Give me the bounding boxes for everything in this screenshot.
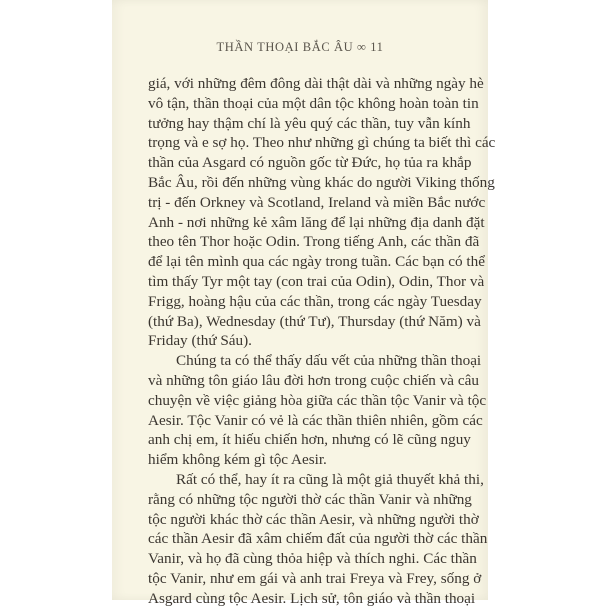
text-line: Bắc Âu, rồi đến những vùng khác do người Viking thống [148, 173, 495, 191]
text-line: tìm thấy Tyr một tay (con trai của Odin), Odin, Thor và [148, 272, 485, 290]
text-line: Asgard cùng tộc Aesir. Lịch sử, tôn giáo và thần thoại [148, 589, 476, 607]
page-number: 11 [370, 40, 384, 54]
paragraph [148, 470, 488, 609]
text-line: tưởng hay thậm chí là yêu quý các thần, tuy vẫn kính [148, 114, 471, 132]
running-header [112, 40, 488, 55]
text-line: hiểm không kém gì tộc Aesir. [148, 451, 327, 469]
book-page [112, 0, 496, 607]
text-line: giá, với những đêm đông dài thật dài và những ngày hè [148, 75, 484, 92]
text-line: chuyện về việc giảng hòa giữa các thần tộc Vanir và tộc [148, 391, 487, 409]
book-title: THẦN THOẠI BẮC ÂU [216, 40, 354, 54]
text-line: Frigg, hoàng hậu của các thần, trong các ngày Tuesday [148, 292, 482, 310]
text-line: trị - đến Orkney và Scotland, Ireland và miền Bắc nước [148, 193, 486, 211]
text-line: rằng có những tộc người thờ các thần Vanir và những [148, 490, 472, 508]
text-line: (thứ Ba), Wednesday (thứ Tư), Thursday (thứ Năm) và [148, 312, 481, 330]
text-line: để lại tên mình qua các ngày trong tuần. Các bạn có thể [148, 253, 485, 271]
text-line: theo tên Thor hoặc Odin. Trong tiếng Anh, các thần đã [148, 233, 480, 251]
text-line: Anh - nơi những kẻ xâm lăng để lại những địa danh đặt [148, 213, 485, 231]
text-line: Vanir, và họ đã cùng thỏa hiệp và thích nghi. Các thần [148, 550, 477, 568]
text-line: Chúng ta có thể thấy dấu vết của những thần thoại [176, 352, 482, 370]
paragraph [148, 74, 496, 351]
text-line: Aesir. Tộc Vanir có vẻ là các thần thiên nhiên, gồm các [148, 411, 483, 429]
header-separator: ∞ [356, 40, 367, 54]
text-line: Rất có thể, hay ít ra cũng là một giả thuyết khả thi, [176, 470, 484, 488]
text-line: anh chị em, ít hiếu chiến hơn, nhưng có lẽ cũng nguy [148, 431, 471, 449]
text-line: vô tận, thần thoại của một dân tộc không hoàn toàn tin [148, 94, 479, 112]
text-line: và những tôn giáo lâu đời hơn trong cuộc chiến và câu [148, 371, 479, 389]
text-line: Friday (thứ Sáu). [148, 332, 252, 350]
text-line: tộc Vanir, như em gái và anh trai Freya và Frey, sống ở [148, 569, 482, 587]
page-body-text [148, 74, 496, 609]
text-line: tộc người khác thờ các thần Aesir, và những người thờ [148, 510, 479, 528]
text-line: trọng và e sợ họ. Theo như những gì chúng ta biết thì các [148, 134, 496, 152]
text-line: thần của Asgard có nguồn gốc từ Đức, họ tủa ra khắp [148, 154, 472, 172]
text-line: các thần Aesir đã xâm chiếm đất của người thờ các thần [148, 530, 488, 548]
paragraph [148, 351, 487, 470]
